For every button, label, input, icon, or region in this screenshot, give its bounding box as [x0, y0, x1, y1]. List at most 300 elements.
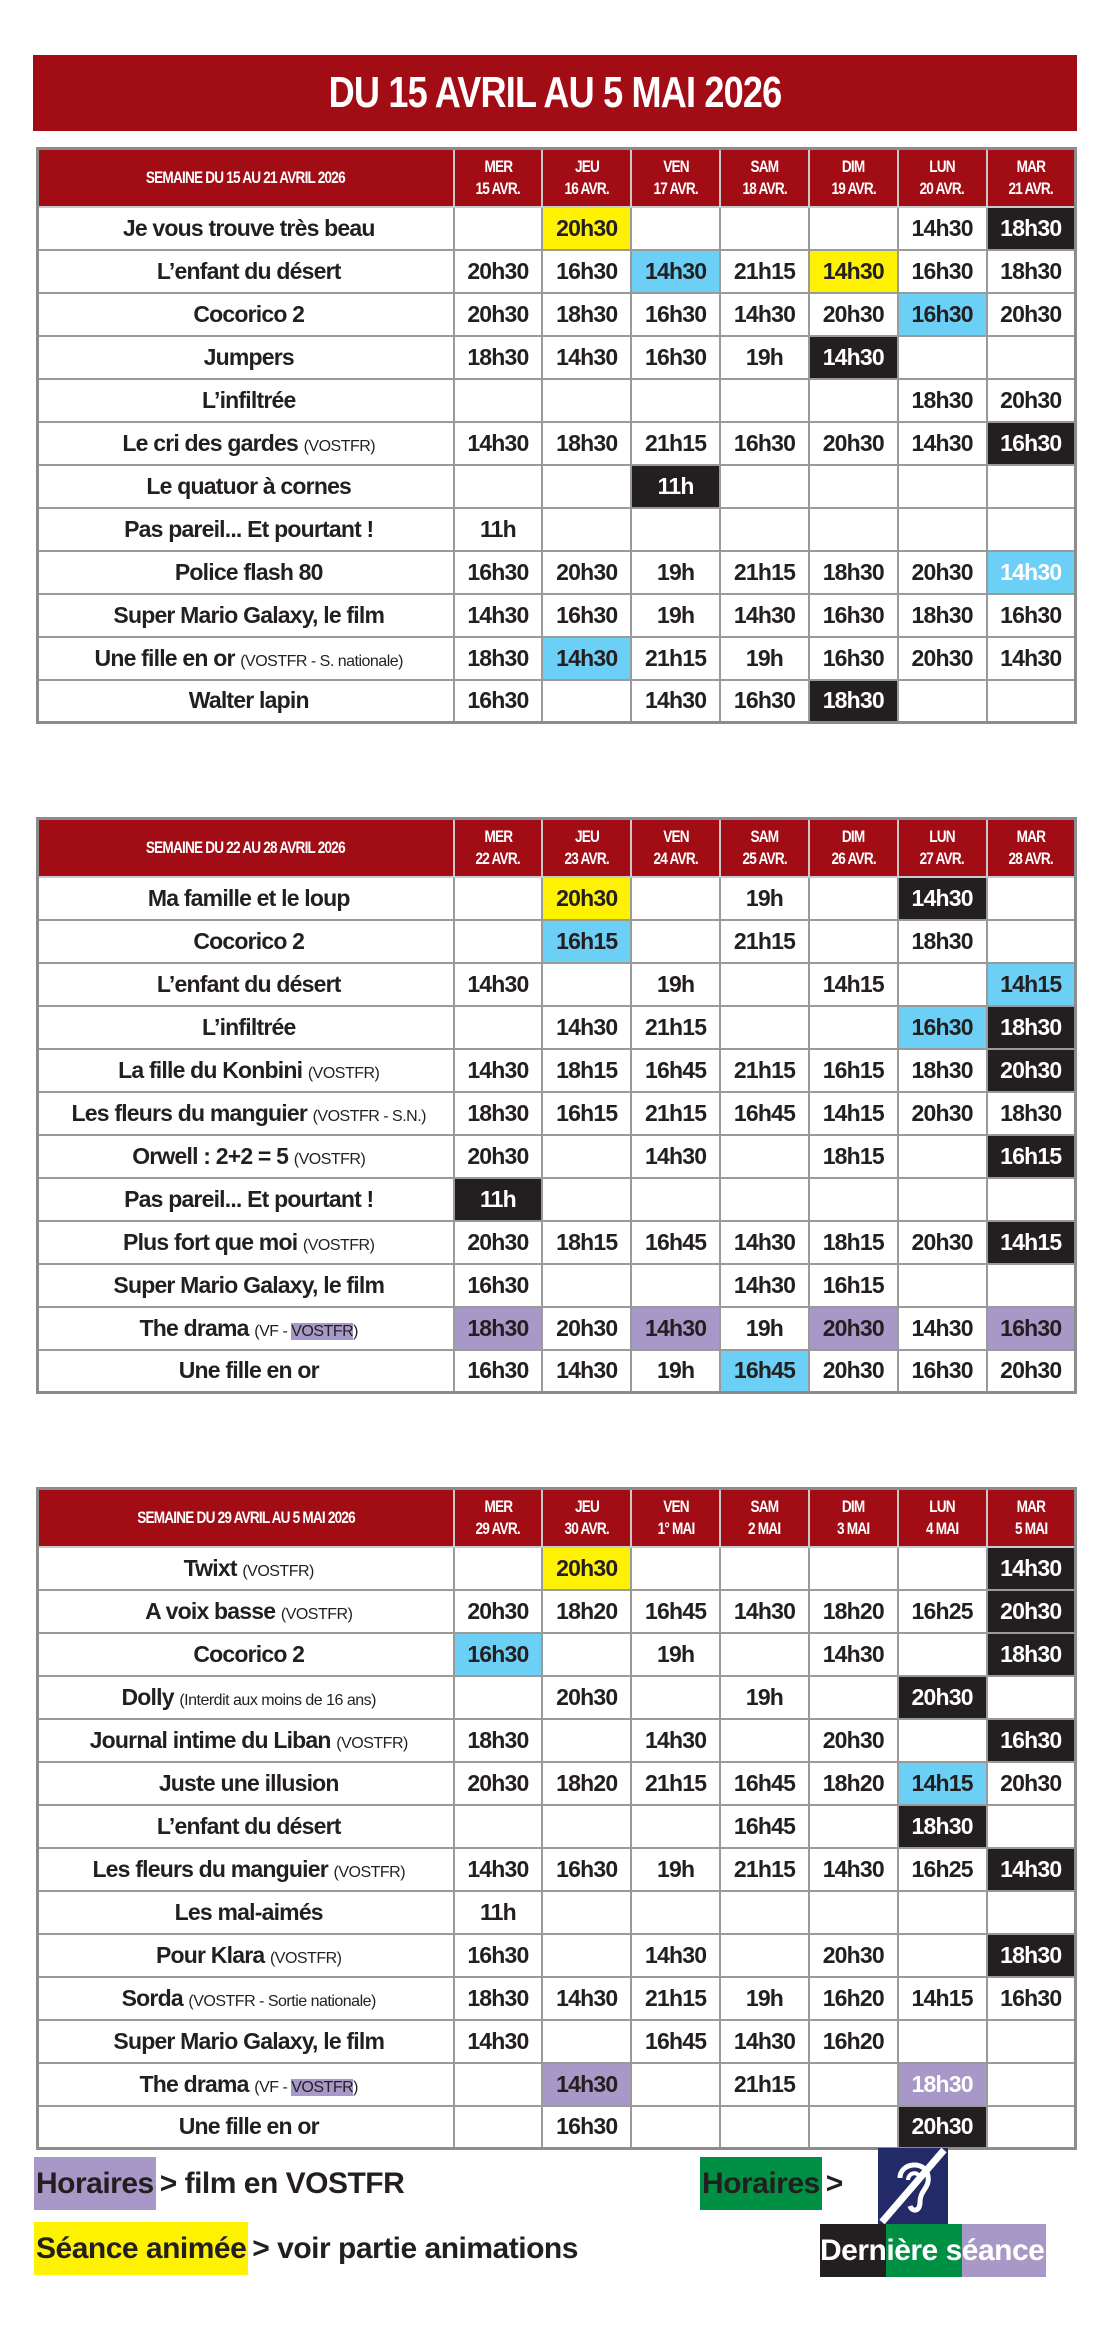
showtime-cell: 14h15 — [987, 1221, 1076, 1264]
day-date: 28 AVR. — [1008, 848, 1053, 868]
showtime-cell: 16h15 — [987, 1135, 1076, 1178]
day-date: 30 AVR. — [564, 1518, 609, 1538]
showtime-cell: 16h30 — [987, 1719, 1076, 1762]
showtime-cell: 14h30 — [720, 293, 809, 336]
day-header — [720, 819, 809, 877]
showtime-cell: 21h15 — [631, 1006, 720, 1049]
film-title: Le quatuor à cornes — [146, 472, 352, 499]
showtime-cell: 16h30 — [809, 594, 898, 637]
day-header — [454, 819, 543, 877]
showtime-cell: 16h30 — [542, 1848, 631, 1891]
showtime-cell — [809, 920, 898, 963]
showtime-cell — [542, 963, 631, 1006]
showtime-cell: 20h30 — [809, 422, 898, 465]
film-row — [38, 207, 1076, 250]
film-note: (VOSTFR) — [307, 1064, 380, 1082]
showtime-cell: 18h30 — [898, 1805, 987, 1848]
film-title: Pour Klara — [156, 1941, 265, 1968]
film-row — [38, 594, 1076, 637]
showtime-cell: 18h15 — [809, 1135, 898, 1178]
showtime-cell: 18h30 — [454, 637, 543, 680]
day-name: JEU — [574, 156, 599, 176]
showtime-cell: 14h30 — [898, 422, 987, 465]
showtime-cell: 16h45 — [631, 1221, 720, 1264]
film-row — [38, 1178, 1076, 1221]
film-title: L’infiltrée — [202, 1013, 296, 1040]
showtime-cell: 14h30 — [987, 551, 1076, 594]
film-note: (VOSTFR - Sortie nationale) — [188, 1992, 376, 2010]
showtime-cell — [631, 920, 720, 963]
showtime-cell — [987, 1676, 1076, 1719]
showtime-cell: 14h30 — [631, 680, 720, 723]
showtime-cell: 16h30 — [898, 250, 987, 293]
showtime-cell: 16h30 — [631, 293, 720, 336]
day-name: MAR — [1016, 156, 1046, 176]
showtime-cell — [631, 1178, 720, 1221]
week-label — [38, 819, 454, 877]
film-row — [38, 1092, 1076, 1135]
week-header-row — [38, 149, 1076, 207]
showtime-cell — [987, 920, 1076, 963]
showtime-cell: 14h30 — [987, 637, 1076, 680]
showtime-cell — [898, 1934, 987, 1977]
showtime-cell: 16h15 — [809, 1264, 898, 1307]
film-title: Pas pareil... Et pourtant ! — [124, 515, 374, 542]
showtime-cell: 16h15 — [542, 1092, 631, 1135]
period-title: DU 15 AVRIL AU 5 MAI 2026 — [328, 68, 782, 117]
showtime-cell: 18h30 — [454, 1092, 543, 1135]
showtime-cell: 18h30 — [987, 1934, 1076, 1977]
film-row — [38, 1633, 1076, 1676]
showtime-cell — [809, 207, 898, 250]
film-cell — [38, 1264, 454, 1307]
showtime-cell: 14h30 — [542, 637, 631, 680]
showtime-cell: 20h30 — [542, 1547, 631, 1590]
day-date: 16 AVR. — [564, 178, 609, 198]
film-cell — [38, 1590, 454, 1633]
film-cell — [38, 508, 454, 551]
showtime-cell: 14h30 — [720, 2020, 809, 2063]
legend-animee — [34, 2222, 578, 2275]
film-title: L’infiltrée — [202, 386, 296, 413]
showtime-cell: 14h30 — [720, 1264, 809, 1307]
film-title: Une fille en or — [178, 1357, 319, 1384]
showtime-cell — [898, 2020, 987, 2063]
showtime-cell: 18h30 — [987, 250, 1076, 293]
film-title: Cocorico 2 — [193, 927, 305, 954]
showtime-cell: 21h15 — [720, 551, 809, 594]
showtime-cell: 21h15 — [631, 637, 720, 680]
showtime-cell — [809, 2063, 898, 2106]
showtime-cell: 14h30 — [809, 250, 898, 293]
film-title: Ma famille et le loup — [147, 884, 350, 911]
day-name: MAR — [1016, 826, 1046, 846]
showtime-cell: 14h30 — [631, 250, 720, 293]
showtime-cell: 14h30 — [631, 1719, 720, 1762]
showtime-cell — [987, 680, 1076, 723]
film-title: Plus fort que moi — [123, 1228, 298, 1255]
film-cell — [38, 1049, 454, 1092]
showtime-cell: 20h30 — [454, 250, 543, 293]
day-header — [631, 149, 720, 207]
showtime-cell: 16h30 — [542, 594, 631, 637]
showtime-cell — [542, 379, 631, 422]
showtime-cell — [898, 1547, 987, 1590]
day-date: 20 AVR. — [919, 178, 965, 198]
showtime-cell: 20h30 — [809, 293, 898, 336]
showtime-cell: 21h15 — [720, 250, 809, 293]
film-note-end: ) — [353, 1322, 358, 1340]
showtime-cell: 21h15 — [631, 1762, 720, 1805]
showtime-cell: 16h20 — [809, 1977, 898, 2020]
day-name: DIM — [842, 826, 865, 846]
film-row — [38, 1676, 1076, 1719]
film-note: (VOSTFR) — [333, 1863, 406, 1881]
day-header — [720, 1489, 809, 1547]
showtime-cell — [809, 877, 898, 920]
showtime-cell: 18h30 — [454, 1719, 543, 1762]
film-row — [38, 422, 1076, 465]
day-name: VEN — [662, 1496, 689, 1516]
film-row — [38, 1221, 1076, 1264]
day-header — [454, 1489, 543, 1547]
film-title: Journal intime du Liban — [89, 1726, 331, 1753]
film-row — [38, 877, 1076, 920]
showtime-cell — [631, 2106, 720, 2149]
showtime-cell: 16h15 — [809, 1049, 898, 1092]
showtime-cell: 16h25 — [898, 1590, 987, 1633]
day-header — [809, 819, 898, 877]
showtime-cell — [542, 1719, 631, 1762]
showtime-cell: 20h30 — [987, 379, 1076, 422]
showtime-cell — [454, 2106, 543, 2149]
film-title: Je vous trouve très beau — [122, 214, 375, 241]
showtime-cell — [454, 1805, 543, 1848]
showtime-cell — [809, 508, 898, 551]
film-title: Juste une illusion — [158, 1769, 339, 1796]
showtime-cell — [987, 1264, 1076, 1307]
showtime-cell: 11h — [454, 1178, 543, 1221]
day-date: 23 AVR. — [564, 848, 609, 868]
day-name: MAR — [1016, 1496, 1046, 1516]
film-row — [38, 2063, 1076, 2106]
showtime-cell: 14h30 — [631, 1934, 720, 1977]
film-cell — [38, 1547, 454, 1590]
film-cell — [38, 1934, 454, 1977]
showtime-cell: 14h30 — [809, 336, 898, 379]
film-note-highlight: VOSTFR — [291, 1322, 354, 1340]
showtime-cell: 18h30 — [898, 920, 987, 963]
film-title: L’enfant du désert — [156, 970, 341, 997]
showtime-cell — [898, 1719, 987, 1762]
film-title: Super Mario Galaxy, le film — [113, 601, 385, 628]
showtime-cell: 19h — [720, 1977, 809, 2020]
showtime-cell: 16h30 — [454, 680, 543, 723]
showtime-cell: 20h30 — [809, 1307, 898, 1350]
film-row — [38, 963, 1076, 1006]
showtime-cell: 16h30 — [987, 594, 1076, 637]
showtime-cell: 14h30 — [987, 1547, 1076, 1590]
showtime-cell — [898, 1633, 987, 1676]
day-date: 26 AVR. — [831, 848, 876, 868]
film-cell — [38, 1848, 454, 1891]
film-row — [38, 1006, 1076, 1049]
showtime-cell: 18h30 — [898, 594, 987, 637]
showtime-cell: 16h30 — [809, 637, 898, 680]
legend-access-swatch: Horaires — [700, 2157, 822, 2210]
film-title: Orwell : 2+2 = 5 — [132, 1142, 289, 1169]
legend-vostfr — [34, 2157, 404, 2210]
film-title: Les fleurs du manguier — [92, 1855, 328, 1882]
showtime-cell: 16h45 — [720, 1350, 809, 1393]
day-header — [898, 149, 987, 207]
showtime-cell: 14h15 — [898, 1762, 987, 1805]
showtime-cell: 16h30 — [987, 1307, 1076, 1350]
showtime-cell: 14h30 — [454, 422, 543, 465]
film-row — [38, 293, 1076, 336]
showtime-cell — [454, 1676, 543, 1719]
film-title: Super Mario Galaxy, le film — [113, 2027, 385, 2054]
showtime-cell: 14h30 — [631, 1307, 720, 1350]
legend-vostfr-text: > film en VOSTFR — [159, 2166, 405, 2200]
showtime-cell — [987, 465, 1076, 508]
day-date: 27 AVR. — [919, 848, 965, 868]
film-row — [38, 1805, 1076, 1848]
film-row — [38, 336, 1076, 379]
film-row — [38, 1264, 1076, 1307]
showtime-cell: 19h — [631, 594, 720, 637]
film-title: Police flash 80 — [174, 558, 323, 585]
showtime-cell: 19h — [631, 1633, 720, 1676]
film-note: (VF - — [254, 1322, 292, 1340]
showtime-cell: 18h20 — [542, 1590, 631, 1633]
showtime-cell: 14h30 — [542, 1006, 631, 1049]
legend-access-text: > — [825, 2166, 843, 2200]
film-cell — [38, 1676, 454, 1719]
film-cell — [38, 1350, 454, 1393]
film-cell — [38, 2106, 454, 2149]
showtime-cell: 19h — [720, 1676, 809, 1719]
showtime-cell: 21h15 — [720, 920, 809, 963]
showtime-cell: 11h — [454, 1891, 543, 1934]
showtime-cell: 20h30 — [542, 207, 631, 250]
showtime-cell — [898, 680, 987, 723]
showtime-cell: 21h15 — [631, 422, 720, 465]
showtime-cell: 16h25 — [898, 1848, 987, 1891]
showtime-cell: 18h30 — [809, 680, 898, 723]
film-note: (VOSTFR) — [336, 1734, 408, 1752]
film-cell — [38, 422, 454, 465]
day-header — [987, 819, 1076, 877]
showtime-cell: 14h15 — [898, 1977, 987, 2020]
showtime-cell: 20h30 — [987, 1590, 1076, 1633]
showtime-cell — [454, 379, 543, 422]
week-table — [36, 1487, 1077, 2150]
day-date: 18 AVR. — [742, 178, 787, 198]
film-row — [38, 551, 1076, 594]
showtime-cell: 21h15 — [720, 2063, 809, 2106]
film-note-highlight: VOSTFR — [291, 2078, 354, 2096]
showtime-cell: 18h30 — [987, 1006, 1076, 1049]
showtime-cell — [898, 963, 987, 1006]
showtime-cell: 16h45 — [720, 1092, 809, 1135]
film-cell — [38, 963, 454, 1006]
showtime-cell — [720, 2106, 809, 2149]
showtime-cell: 20h30 — [898, 551, 987, 594]
showtime-cell — [542, 1891, 631, 1934]
showtime-cell — [809, 379, 898, 422]
film-cell — [38, 2063, 454, 2106]
showtime-cell — [720, 1891, 809, 1934]
showtime-cell: 18h30 — [454, 1307, 543, 1350]
showtime-cell: 14h30 — [542, 2063, 631, 2106]
showtime-cell — [809, 1676, 898, 1719]
film-title: Une fille en or — [178, 2113, 319, 2140]
showtime-cell: 20h30 — [809, 1934, 898, 1977]
showtime-cell: 21h15 — [720, 1049, 809, 1092]
showtime-cell — [720, 508, 809, 551]
film-note: (VF - — [254, 2078, 292, 2096]
showtime-cell — [809, 1547, 898, 1590]
showtime-cell: 14h30 — [898, 877, 987, 920]
week-header-row — [38, 1489, 1076, 1547]
showtime-cell: 11h — [454, 508, 543, 551]
showtime-cell — [542, 1264, 631, 1307]
film-title: Les fleurs du manguier — [71, 1099, 307, 1126]
day-header — [809, 149, 898, 207]
film-cell — [38, 1719, 454, 1762]
film-row — [38, 508, 1076, 551]
showtime-cell: 14h30 — [720, 1590, 809, 1633]
film-title: Cocorico 2 — [193, 300, 305, 327]
film-cell — [38, 1092, 454, 1135]
film-row — [38, 1848, 1076, 1891]
showtime-cell — [542, 1633, 631, 1676]
week-label-text: SEMAINE DU 15 AU 21 AVRIL 2026 — [146, 167, 346, 187]
showtime-cell: 14h30 — [454, 2020, 543, 2063]
film-title: Walter lapin — [188, 687, 309, 714]
showtime-cell — [542, 1178, 631, 1221]
legend-animee-swatch: Séance animée — [34, 2222, 248, 2275]
day-date: 3 MAI — [837, 1518, 870, 1538]
showtime-cell: 20h30 — [987, 293, 1076, 336]
showtime-cell — [809, 465, 898, 508]
showtime-cell: 16h30 — [454, 1934, 543, 1977]
showtime-cell: 20h30 — [542, 877, 631, 920]
film-title: Cocorico 2 — [193, 1640, 305, 1667]
showtime-cell: 14h30 — [720, 1221, 809, 1264]
day-header — [898, 819, 987, 877]
showtime-cell — [542, 465, 631, 508]
showtime-cell: 20h30 — [542, 1307, 631, 1350]
week-label — [38, 1489, 454, 1547]
showtime-cell — [898, 1891, 987, 1934]
film-row — [38, 1135, 1076, 1178]
showtime-cell: 20h30 — [454, 293, 543, 336]
showtime-cell: 16h30 — [987, 422, 1076, 465]
showtime-cell: 14h30 — [720, 594, 809, 637]
showtime-cell: 14h30 — [898, 207, 987, 250]
film-cell — [38, 1221, 454, 1264]
showtime-cell: 20h30 — [542, 1676, 631, 1719]
film-title: L’enfant du désert — [156, 257, 341, 284]
showtime-cell: 18h30 — [898, 379, 987, 422]
showtime-cell: 20h30 — [898, 1676, 987, 1719]
day-name: SAM — [750, 826, 779, 846]
showtime-cell: 16h30 — [454, 1264, 543, 1307]
film-cell — [38, 465, 454, 508]
showtime-cell: 20h30 — [987, 1762, 1076, 1805]
showtime-cell — [454, 920, 543, 963]
showtime-cell — [631, 2063, 720, 2106]
showtime-cell — [898, 336, 987, 379]
film-title: The drama — [139, 2070, 249, 2097]
showtime-cell: 20h30 — [898, 637, 987, 680]
showtime-cell: 18h20 — [809, 1762, 898, 1805]
showtime-cell — [542, 680, 631, 723]
film-cell — [38, 207, 454, 250]
showtime-cell: 16h30 — [631, 336, 720, 379]
showtime-cell — [720, 1934, 809, 1977]
showtime-cell — [631, 1264, 720, 1307]
film-cell — [38, 336, 454, 379]
showtime-cell — [631, 207, 720, 250]
showtime-cell: 18h30 — [898, 1049, 987, 1092]
day-header — [809, 1489, 898, 1547]
film-row — [38, 1934, 1076, 1977]
film-cell — [38, 1633, 454, 1676]
film-row — [38, 1891, 1076, 1934]
showtime-cell — [898, 1178, 987, 1221]
day-name: MER — [484, 156, 512, 176]
day-name: LUN — [929, 826, 955, 846]
day-name: DIM — [842, 1496, 865, 1516]
film-title: Twixt — [183, 1554, 237, 1581]
showtime-cell: 16h45 — [720, 1762, 809, 1805]
showtime-cell: 16h45 — [631, 1590, 720, 1633]
showtime-cell — [542, 1135, 631, 1178]
showtime-cell: 14h15 — [809, 1092, 898, 1135]
day-header — [987, 149, 1076, 207]
legend-last-part2: ière s — [886, 2224, 961, 2277]
film-note: (VOSTFR) — [303, 437, 376, 455]
film-row — [38, 250, 1076, 293]
showtime-cell: 19h — [720, 336, 809, 379]
film-row — [38, 1590, 1076, 1633]
showtime-cell — [720, 207, 809, 250]
showtime-cell — [987, 2020, 1076, 2063]
film-note: (VOSTFR) — [280, 1605, 353, 1623]
showtime-cell — [631, 1547, 720, 1590]
film-cell — [38, 379, 454, 422]
day-date: 2 MAI — [748, 1518, 781, 1538]
week-label-text: SEMAINE DU 22 AU 28 AVRIL 2026 — [146, 837, 346, 857]
showtime-cell — [542, 2020, 631, 2063]
day-date: 17 AVR. — [653, 178, 698, 198]
showtime-cell — [987, 1891, 1076, 1934]
day-name: JEU — [574, 826, 599, 846]
film-title: The drama — [139, 1314, 249, 1341]
film-note: (VOSTFR) — [269, 1949, 342, 1967]
showtime-cell: 14h30 — [542, 336, 631, 379]
showtime-cell: 19h — [631, 551, 720, 594]
showtime-cell — [631, 379, 720, 422]
film-row — [38, 920, 1076, 963]
showtime-cell: 14h30 — [898, 1307, 987, 1350]
showtime-cell: 16h20 — [809, 2020, 898, 2063]
week-header-row — [38, 819, 1076, 877]
legend-last-part3: éance — [962, 2224, 1047, 2277]
